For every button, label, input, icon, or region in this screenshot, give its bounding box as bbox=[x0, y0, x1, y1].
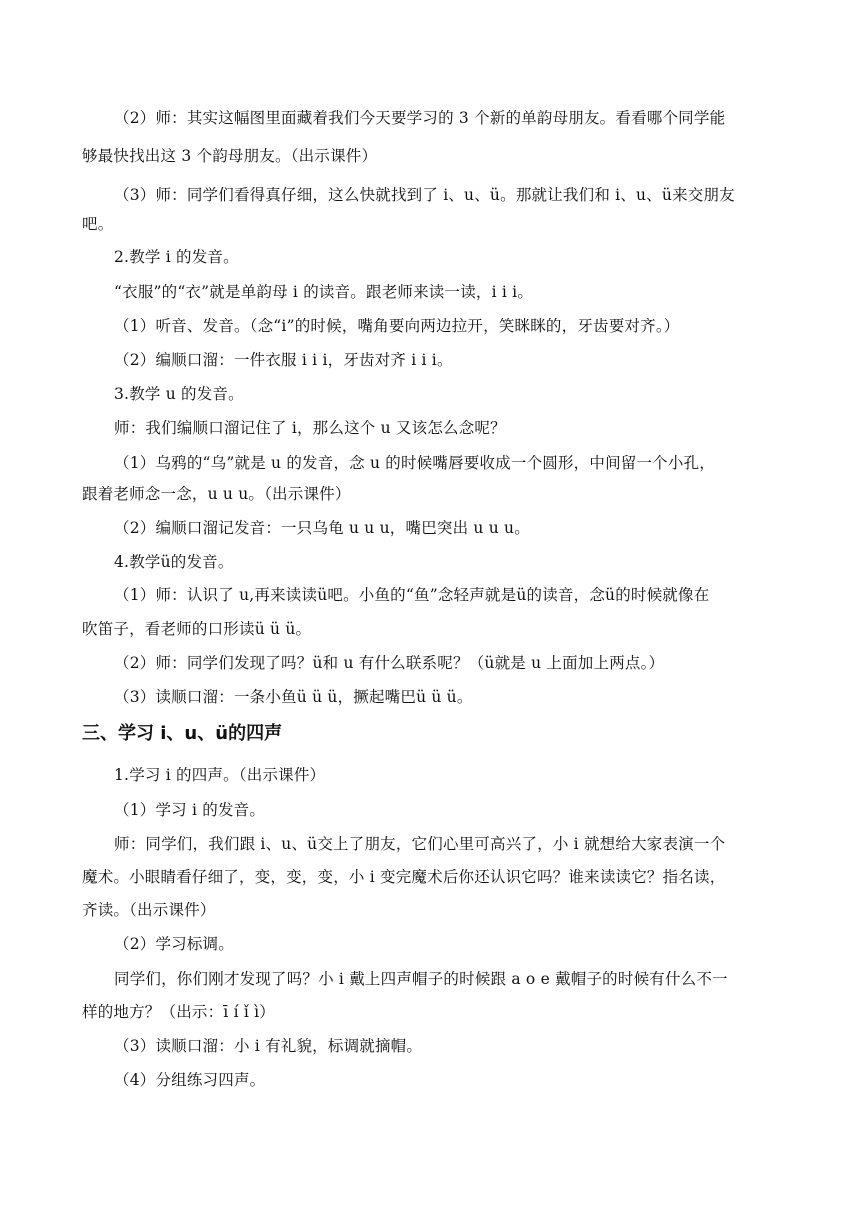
paragraph-line: （2）编顺口溜：一件衣服 i i i，牙齿对齐 i i i。 bbox=[114, 351, 453, 369]
paragraph-line: 吹笛子，看老师的口形读ü ü ü。 bbox=[82, 620, 312, 638]
paragraph-line: （1）学习 i 的发音。 bbox=[114, 801, 266, 819]
paragraph-line: 够最快找出这 3 个韵母朋友。（出示课件） bbox=[82, 147, 378, 165]
section-item: 4.教学ü的发音。 bbox=[114, 553, 234, 571]
paragraph-line: 跟着老师念一念，u u u。（出示课件） bbox=[82, 485, 351, 503]
section-heading: 三、学习 i、u、ü的四声 bbox=[82, 723, 283, 744]
paragraph-line: （1）乌鸦的“乌”就是 u 的发音，念 u 的时候嘴唇要收成一个圆形，中间留一个小孔， bbox=[114, 454, 715, 472]
paragraph-line: （2）学习标调。 bbox=[114, 935, 234, 953]
paragraph-line: 吧。 bbox=[82, 215, 114, 233]
paragraph-line: 魔术。小眼睛看仔细了，变，变，变，小 i 变完魔术后你还认识它吗？谁来读读它？指名读， bbox=[82, 868, 726, 886]
paragraph-line: 齐读。（出示课件） bbox=[82, 901, 216, 919]
paragraph-line: （4）分组练习四声。 bbox=[114, 1071, 266, 1089]
paragraph-line: （2）师：其实这幅图里面藏着我们今天要学习的 3 个新的单韵母朋友。看看哪个同学能 bbox=[114, 109, 726, 127]
paragraph-line: （3）读顺口溜：小 i 有礼貌，标调就摘帽。 bbox=[114, 1037, 423, 1055]
paragraph-line: （3）读顺口溜：一条小鱼ü ü ü，撅起嘴巴ü ü ü。 bbox=[114, 688, 473, 706]
paragraph-line: （1）师：认识了 u,再来读读ü吧。小鱼的“鱼”念轻声就是ü的读音，念ü的时候就像在 bbox=[114, 586, 710, 604]
paragraph-line: （3）师：同学们看得真仔细，这么快就找到了 i、u、ü。那就让我们和 i、u、ü来交朋友 bbox=[114, 186, 735, 204]
paragraph-line: （2）编顺口溜记发音：一只乌龟 u u u，嘴巴突出 u u u。 bbox=[114, 519, 530, 537]
section-item: 2.教学 i 的发音。 bbox=[114, 248, 239, 266]
section-item: 3.教学 u 的发音。 bbox=[114, 385, 244, 403]
paragraph-line: 样的地方？（出示：ī í ǐ ì） bbox=[82, 1003, 276, 1021]
paragraph-line: （1）听音、发音。（念“i”的时候，嘴角要向两边拉开，笑眯眯的，牙齿要对齐。） bbox=[114, 317, 680, 335]
paragraph-line: 师：我们编顺口溜记住了 i，那么这个 u 又该怎么念呢？ bbox=[114, 419, 506, 437]
section-item: 1.学习 i 的四声。（出示课件） bbox=[114, 766, 326, 784]
paragraph-line: 同学们，你们刚才发现了吗？小 i 戴上四声帽子的时候跟 a o e 戴帽子的时候有什么不一 bbox=[114, 970, 728, 988]
paragraph-line: （2）师：同学们发现了吗？ü和 u 有什么联系呢？（ü就是 u 上面加上两点。） bbox=[114, 654, 665, 672]
paragraph-line: 师：同学们，我们跟 i、u、ü交上了朋友，它们心里可高兴了，小 i 就想给大家表演一个 bbox=[114, 835, 726, 853]
paragraph-line: “衣服”的“衣”就是单韵母 i 的读音。跟老师来读一读，i i i。 bbox=[114, 283, 534, 301]
